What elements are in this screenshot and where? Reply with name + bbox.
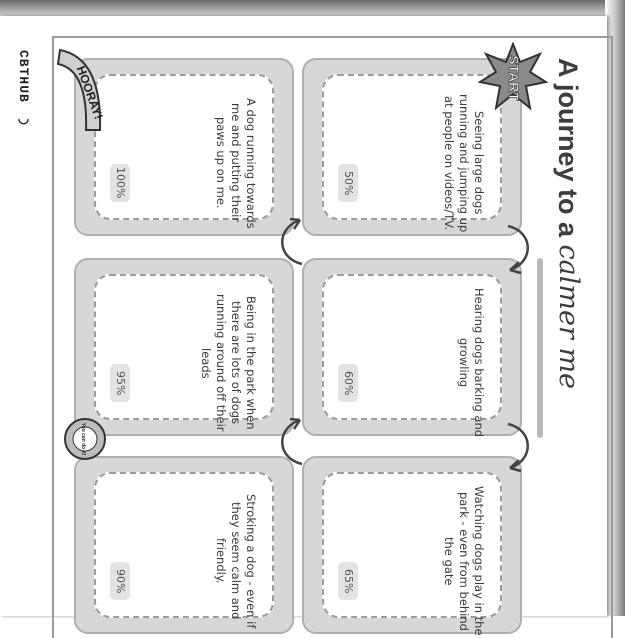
you-can-do-it-badge bbox=[62, 416, 108, 462]
card-percent: 95% bbox=[110, 364, 130, 402]
start-label: START bbox=[506, 55, 522, 101]
card-text: Watching dogs play in the park - even from behind the gate bbox=[442, 486, 486, 636]
card-text: Seeing large dogs running and jumping up at people on videos/TV. bbox=[442, 93, 486, 233]
card-text: Hearing dogs barking and growling bbox=[457, 288, 486, 438]
card-percent: 60% bbox=[338, 364, 358, 402]
title-underline bbox=[537, 258, 543, 438]
curved-arrow-icon bbox=[500, 222, 540, 278]
card-percent: 50% bbox=[338, 164, 358, 202]
card-inner bbox=[94, 274, 274, 432]
brand-text: CBTHUB bbox=[16, 50, 31, 103]
card-inner bbox=[322, 472, 502, 636]
hooray-arc-badge bbox=[52, 44, 108, 136]
journey-card bbox=[302, 258, 522, 436]
smile-icon: ◡ bbox=[16, 111, 31, 128]
title-accent: calmer me bbox=[553, 244, 584, 390]
page-title bbox=[548, 58, 588, 438]
card-text: A dog running towards me and putting their paws up on me. bbox=[214, 97, 258, 229]
curved-arrow-icon bbox=[500, 420, 540, 476]
start-star-badge bbox=[478, 42, 548, 112]
title-prefix: A journey to a bbox=[553, 58, 583, 245]
card-text: Stroking a dog - even if they seem calm and friendly. bbox=[214, 493, 258, 629]
card-inner bbox=[94, 74, 274, 229]
card-percent: 90% bbox=[110, 562, 130, 600]
curved-arrow-icon bbox=[272, 412, 312, 468]
journey-card bbox=[74, 258, 294, 436]
card-inner bbox=[322, 274, 502, 438]
card-percent: 65% bbox=[338, 562, 358, 600]
curved-arrow-icon bbox=[272, 212, 312, 268]
card-text: Being in the park when there are lots of dogs running around off their leads bbox=[199, 294, 258, 432]
hooray-label: HOORAY! bbox=[73, 64, 106, 122]
brand-logo bbox=[16, 50, 31, 128]
card-inner bbox=[322, 74, 502, 233]
card-inner bbox=[94, 472, 274, 629]
journey-card bbox=[302, 456, 522, 634]
card-percent: 100% bbox=[110, 164, 130, 202]
journey-card bbox=[74, 456, 294, 634]
you-can-do-it-label: You can do it! bbox=[80, 422, 86, 456]
